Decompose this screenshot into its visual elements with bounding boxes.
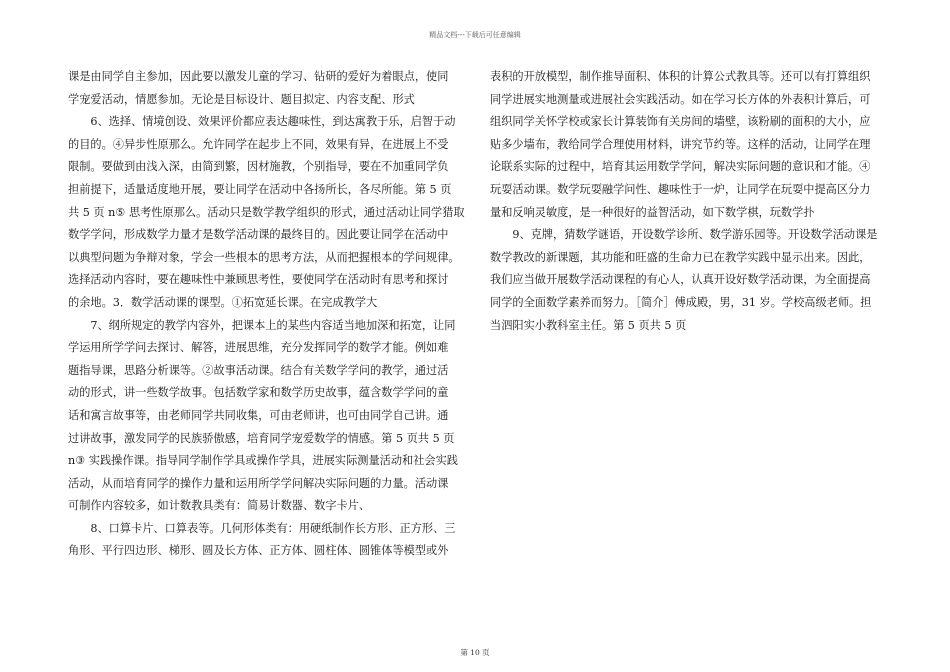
text-line: 量和反响灵敏度，是一种很好的益智活动，如下数学棋，玩数学扑	[490, 205, 815, 219]
text-line: 贴多少墙布，教给同学合理使用材料，讲究节约等。这样的活动，让同学在理	[490, 137, 871, 151]
text-line: 担前提下，适量适度地开展，要让同学在活动中各扬所长，各尽所能。第 5 页	[68, 182, 452, 196]
text-line: 动的形式，讲一些数学故事。包括数学家和数学历史故事，蕴含数学学问的童	[68, 386, 449, 400]
text-line: 限制。要做到由浅入深，由简到繁，因材施教，个别指导，要在不加重同学负	[68, 160, 449, 174]
text-line: 数学学问，形成数学力量才是数学活动课的最终目的。因此要让同学在活动中	[68, 228, 449, 242]
text-line: 话和寓言故事等，由老师同学共同收集，可由老师讲，也可由同学自己讲。通	[68, 408, 449, 422]
text-line: 共 5 页 n⑤ 思考性原那么。活动只是数学教学组织的形式，通过活动让同学猎取	[68, 205, 465, 219]
text-line: 我们应当做开展数学活动课程的有心人，认真开设好数学活动课，为全面提高	[490, 273, 871, 287]
left-column	[68, 66, 468, 563]
text-line: 题指导课，思路分析课等。②故事活动课。结合有关数学学问的教学，通过活	[68, 363, 449, 377]
text-line: 选择活动内容时，要在趣味性中兼顾思考性，要使同学在活动时有思考和探讨	[68, 273, 449, 287]
text-line: 以典型问题为争辩对象，学会一些根本的思考方法，从而把握根本的学问规律。	[68, 250, 460, 264]
text-line: 课是由同学自主参加，因此要以激发儿童的学习、钻研的爱好为着眼点，使同	[68, 70, 449, 83]
text-line: 7、纲所规定的教学内容外，把课本上的某些内容适当地加深和拓宽，让同	[68, 318, 456, 332]
text-line: 当泗阳实小教科室主任。第 5 页共 5 页	[490, 318, 687, 332]
text-line: 可制作内容较多，如计数教具类有：简易计数器、数字卡片、	[68, 499, 371, 513]
text-line: 活动，从而培育同学的操作力量和运用所学学问解决实际问题的力量。活动课	[68, 476, 449, 490]
text-line: 9、克牌，猜数学谜语，开设数学诊所、数学游乐园等。开设数学活动课是	[490, 228, 878, 242]
text-line: 角形、平行四边形、梯形、圆及长方体、正方体、圆柱体、圆锥体等模型或外	[68, 544, 449, 558]
text-line: 8、口算卡片、口算表等。几何形体类有：用硬纸制作长方形、正方形、三	[68, 521, 456, 535]
text-line: 数学教改的新课题，其功能和旺盛的生命力已在教学实践中显示出来。因此，	[490, 250, 871, 264]
text-line: 学运用所学学问去探讨、解答，进展思维，充分发挥同学的数学才能。例如难	[68, 341, 449, 355]
text-line: 玩耍活动课。数学玩耍融学问性、趣味性于一炉，让同学在玩耍中提高区分力	[490, 182, 871, 196]
text-line: 的余地。3．数学活动课的课型。①拓宽延长课。在完成教学大	[68, 295, 378, 309]
text-line: 过讲故事，激发同学的民族骄傲感，培育同学宠爱数学的情感。第 5 页共 5 页	[68, 431, 455, 445]
text-line: 论联系实际的过程中，培育其运用数学学问，解决实际问题的意识和才能。④	[490, 160, 871, 174]
text-line: 组织同学关怀学校或家长计算装饰有关房间的墙壁，该粉刷的面积的大小，应	[490, 115, 871, 129]
page-number: 第 10 页	[460, 648, 490, 657]
text-line: 6、选择、情境创设、效果评价都应表达趣味性，到达寓教于乐，启智于动	[68, 115, 456, 129]
text-line: 学宠爱活动，情愿参加。无论是目标设计、题目拟定、内容支配、形式	[68, 92, 415, 106]
right-column	[490, 66, 890, 337]
text-line: 同学的全面数学素养而努力。［简介］傅成殿，男，31 岁。学校高级老师。担	[490, 295, 872, 309]
text-line: 同学进展实地测量或进展社会实践活动。如在学习长方体的外表积计算后，可	[490, 92, 871, 106]
text-line: 的目的。④异步性原那么。允许同学在起步上不同，效果有异，在进展上不受	[68, 137, 449, 151]
page-header: 精品文档---下载后可任意编辑	[429, 31, 521, 39]
text-line: 表积的开放模型，制作推导面积、体积的计算公式教具等。还可以有打算组织	[490, 70, 871, 83]
text-line: n③ 实践操作课。指导同学制作学具或操作学具，进展实际测量活动和社会实践	[68, 454, 458, 468]
